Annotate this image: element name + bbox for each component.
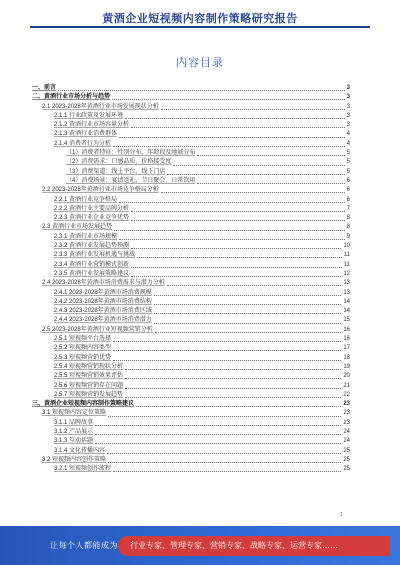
toc-dot-leader (113, 360, 341, 361)
toc-entry[interactable] (32, 326, 350, 335)
toc-entry-title: 2.4.1 2023-2028年黄酒市场消费规模 (54, 289, 152, 296)
toc-entry-title: 2.5 2023-2028年黄酒行业短视频营销分析 (42, 326, 153, 333)
toc-dot-leader (197, 155, 344, 156)
toc-entry-title: （4）消费场景：宴请送礼、节日聚会、日常饮用 (66, 177, 196, 184)
toc-entry-page: 16 (343, 336, 350, 343)
toc-entry-page: 4 (346, 140, 350, 147)
toc-entry-title: 一、前言 (32, 85, 57, 91)
toc-entry-title: 2.2 2023-2028年黄酒行业市场竞争格局分析 (42, 187, 159, 194)
toc-dot-leader (154, 323, 342, 324)
toc-dot-leader (161, 109, 345, 110)
toc-entry-title: 3.2 短视频内容创作策略 (42, 456, 107, 463)
toc-dot-leader (131, 211, 345, 212)
toc-entry-page: 8 (346, 215, 350, 222)
toc-entry-title: 3.2.1 短视频创作流程 (54, 466, 112, 473)
toc-entry-title: （2）消费需求：口感品质、价格接受度 (66, 159, 172, 166)
toc-dot-leader (125, 369, 341, 370)
toc-entry-page: 5 (346, 150, 350, 157)
toc-entry[interactable] (32, 289, 350, 298)
toc-entry-page: 25 (343, 447, 350, 454)
toc-entry[interactable] (32, 363, 350, 372)
toc-entry-title: 二、黄酒行业市场分析与趋势 (32, 94, 111, 101)
toc-entry-title: 2.3 黄酒行业市场发展趋势 (42, 224, 113, 231)
toc-entry[interactable] (32, 354, 350, 363)
toc-entry[interactable] (32, 270, 350, 279)
toc-entry[interactable] (32, 251, 350, 260)
toc-dot-leader (95, 443, 341, 444)
toc-entry-page: 25 (343, 456, 350, 463)
toc-entry-title: 三、黄酒企业短视频内容制作策略建议 (32, 401, 135, 408)
toc-dot-leader (155, 332, 342, 333)
toc-heading: 内容目录 (176, 57, 224, 69)
toc-entry-title: （1）消费者特征：性别分布、年龄段及地域分布 (66, 150, 196, 157)
toc-entry-page: 3 (346, 94, 350, 101)
toc-entry-page: 17 (343, 345, 350, 352)
toc-dot-leader (154, 304, 342, 305)
toc-entry-page: 6 (346, 196, 350, 203)
toc-entry[interactable] (32, 177, 350, 186)
toc-entry[interactable] (32, 382, 350, 391)
toc-entry-page: 3 (346, 122, 350, 129)
toc-entry[interactable] (32, 335, 350, 344)
toc-entry-page: 6 (346, 187, 350, 194)
toc-dot-leader (119, 137, 345, 138)
toc-entry-title: 2.2.1 黄酒行业竞争格局 (54, 196, 118, 203)
toc-dot-leader (95, 425, 341, 426)
document-title: 黄酒企业短视频内容制作策略研究报告 (102, 13, 298, 25)
toc-entry-title: 2.1.3 黄酒行业消费群体 (54, 131, 118, 138)
toc-entry-title: 3.1.4 文化传播内容 (54, 447, 106, 454)
toc-dot-leader (131, 267, 342, 268)
toc-dot-leader (167, 174, 344, 175)
toc-entry-page: 3 (346, 85, 350, 91)
toc-dot-leader (154, 295, 342, 296)
toc-dot-leader (167, 285, 342, 286)
toc-dot-leader (173, 165, 344, 166)
toc-entry-page: 20 (343, 373, 350, 380)
toc-dot-leader (119, 239, 345, 240)
toc-entry-title: 2.5.5 短视频营销效果评估 (54, 373, 124, 380)
toc-entry-title: 2.5.7 短视频营销发展趋势 (54, 391, 124, 398)
toc-entry-page: 4 (346, 131, 350, 138)
toc-dot-leader (137, 257, 342, 258)
table-of-contents (32, 84, 350, 474)
toc-entry-page: 24 (343, 438, 350, 445)
toc-entry[interactable] (32, 103, 350, 112)
toc-entry-title: 2.1.1 行业政策及发展环境 (54, 112, 124, 119)
toc-entry-title: 2.3.4 黄酒行业营销模式创新 (54, 261, 130, 268)
toc-dot-leader (161, 192, 345, 193)
toc-entry-page: 10 (343, 243, 350, 250)
toc-dot-leader (131, 127, 345, 128)
toc-entry-page: 19 (343, 363, 350, 370)
toc-entry-title: 2.1.4 消费者行为分析 (54, 140, 112, 147)
toc-entry[interactable] (32, 261, 350, 270)
toc-entry-title: 3.1.1 品牌故事 (54, 419, 94, 426)
toc-entry-page: 13 (343, 289, 350, 296)
toc-entry[interactable] (32, 84, 350, 93)
toc-entry-title: 2.3.2 黄酒行业发展趋势预测 (54, 243, 130, 250)
toc-entry[interactable] (32, 465, 350, 474)
toc-dot-leader (154, 313, 342, 314)
toc-entry-title: 2.5.1 短视频平台选择 (54, 336, 112, 343)
toc-dot-leader (136, 406, 341, 407)
toc-entry[interactable] (32, 93, 350, 102)
toc-entry-page: 8 (346, 224, 350, 231)
toc-entry-title: 2.4.4 2023-2028年黄酒市场消费潜力 (54, 317, 152, 324)
toc-entry[interactable] (32, 307, 350, 316)
toc-entry[interactable] (32, 186, 350, 195)
toc-entry[interactable] (32, 168, 350, 177)
toc-entry[interactable] (32, 121, 350, 130)
toc-entry-title: 2.3.3 黄酒行业发展机遇与挑战 (54, 252, 136, 259)
toc-entry-page: 3 (346, 112, 350, 119)
toc-entry-page: 22 (343, 391, 350, 398)
toc-entry-page: 9 (346, 233, 350, 240)
toc-entry[interactable] (32, 158, 350, 167)
toc-entry-title: 2.4.3 2023-2028年黄酒市场消费区域 (54, 308, 152, 315)
toc-dot-leader (113, 146, 345, 147)
toc-entry-page: 11 (343, 261, 350, 268)
toc-entry[interactable] (32, 223, 350, 232)
toc-dot-leader (108, 462, 341, 463)
toc-entry-page: 21 (343, 382, 350, 389)
toc-dot-leader (125, 388, 341, 389)
toc-entry-page: 16 (343, 326, 350, 333)
toc-entry[interactable] (32, 372, 350, 381)
toc-dot-leader (131, 248, 341, 249)
toc-entry[interactable] (32, 112, 350, 121)
toc-entry[interactable] (32, 409, 350, 418)
toc-dot-leader (107, 453, 341, 454)
toc-entry-page: 23 (343, 419, 350, 426)
toc-dot-leader (125, 397, 341, 398)
toc-entry-title: 2.5.6 短视频营销存在问题 (54, 382, 124, 389)
toc-entry-page: 11 (343, 252, 350, 259)
toc-entry[interactable] (32, 205, 350, 214)
toc-entry[interactable] (32, 428, 350, 437)
toc-entry-title: 2.5.3 短视频营销优势 (54, 354, 112, 361)
toc-entry-title: 2.5.2 短视频内容类型 (54, 345, 112, 352)
toc-entry[interactable] (32, 344, 350, 353)
toc-dot-leader (58, 90, 345, 91)
toc-dot-leader (131, 276, 341, 277)
toc-entry-title: 2.3.5 黄酒行业发展策略建议 (54, 270, 130, 277)
toc-dot-leader (125, 118, 345, 119)
toc-entry[interactable] (32, 233, 350, 242)
toc-entry-title: 2.5.4 短视频营销现状分析 (54, 363, 124, 370)
toc-entry[interactable] (32, 391, 350, 400)
toc-entry-title: 3.1.3 互动话题 (54, 438, 94, 445)
toc-entry[interactable] (32, 279, 350, 288)
toc-entry-page: 18 (343, 354, 350, 361)
footer-expert-banner: 行业专家、管理专家、营销专家、战略专家、运营专家…… (118, 536, 390, 556)
footer-band (0, 526, 400, 565)
toc-entry-title: 3.1 短视频内容定位策略 (42, 410, 107, 417)
toc-entry-page: 13 (343, 280, 350, 287)
toc-entry[interactable] (32, 298, 350, 307)
toc-entry[interactable] (32, 214, 350, 223)
toc-entry-page: 14 (343, 298, 350, 305)
toc-entry-title: 2.2.3 黄酒行业企业竞争优势 (54, 215, 130, 222)
toc-entry-page: 7 (346, 205, 350, 212)
title-rule (30, 26, 370, 28)
toc-dot-leader (131, 220, 345, 221)
page-marker: 1 (340, 512, 343, 518)
toc-entry-page: 25 (343, 466, 350, 473)
toc-entry-title: 2.3.1 黄酒行业市场规模 (54, 233, 118, 240)
toc-entry-title: 3.1.2 产品展示 (54, 428, 94, 435)
toc-dot-leader (108, 416, 341, 417)
toc-entry[interactable] (32, 242, 350, 251)
toc-entry-page: 5 (346, 159, 350, 166)
toc-entry[interactable] (32, 149, 350, 158)
toc-entry-title: 2.1 2023-2028年黄酒行业市场发展现状分析 (42, 103, 159, 110)
toc-entry[interactable] (32, 400, 350, 409)
toc-dot-leader (119, 202, 345, 203)
toc-dot-leader (95, 434, 341, 435)
toc-entry-page: 14 (343, 308, 350, 315)
toc-entry-page: 6 (346, 177, 350, 184)
toc-entry[interactable] (32, 437, 350, 446)
toc-dot-leader (113, 350, 341, 351)
toc-dot-leader (197, 183, 344, 184)
footer-slogan: 让每个人都能成为 (50, 541, 118, 550)
toc-entry-page: 3 (346, 103, 350, 110)
toc-entry-title: 2.4 2023-2028年黄酒市场消费需求与潜力分析 (42, 280, 165, 287)
toc-entry[interactable] (32, 196, 350, 205)
toc-entry[interactable] (32, 447, 350, 456)
toc-entry-page: 5 (346, 168, 350, 175)
toc-entry-title: （3）消费渠道：线上平台、线下门店 (66, 168, 166, 175)
toc-entry[interactable] (32, 456, 350, 465)
toc-entry-page: 23 (343, 410, 350, 417)
toc-entry-title: 2.4.2 2023-2028年黄酒市场消费结构 (54, 298, 152, 305)
toc-entry-page: 23 (343, 401, 350, 408)
toc-entry[interactable] (32, 130, 350, 139)
toc-entry-page: 24 (343, 428, 350, 435)
toc-entry[interactable] (32, 140, 350, 149)
toc-entry[interactable] (32, 316, 350, 325)
toc-dot-leader (112, 99, 345, 100)
toc-dot-leader (113, 471, 341, 472)
toc-entry-title: 2.2.2 黄酒行业主要品牌分析 (54, 205, 130, 212)
toc-entry-page: 15 (343, 317, 350, 324)
toc-entry-title: 2.1.2 黄酒行业市场容量分析 (54, 122, 130, 129)
toc-entry[interactable] (32, 419, 350, 428)
toc-entry-page: 12 (343, 270, 350, 277)
toc-dot-leader (125, 378, 341, 379)
toc-dot-leader (114, 230, 345, 231)
toc-dot-leader (113, 341, 341, 342)
